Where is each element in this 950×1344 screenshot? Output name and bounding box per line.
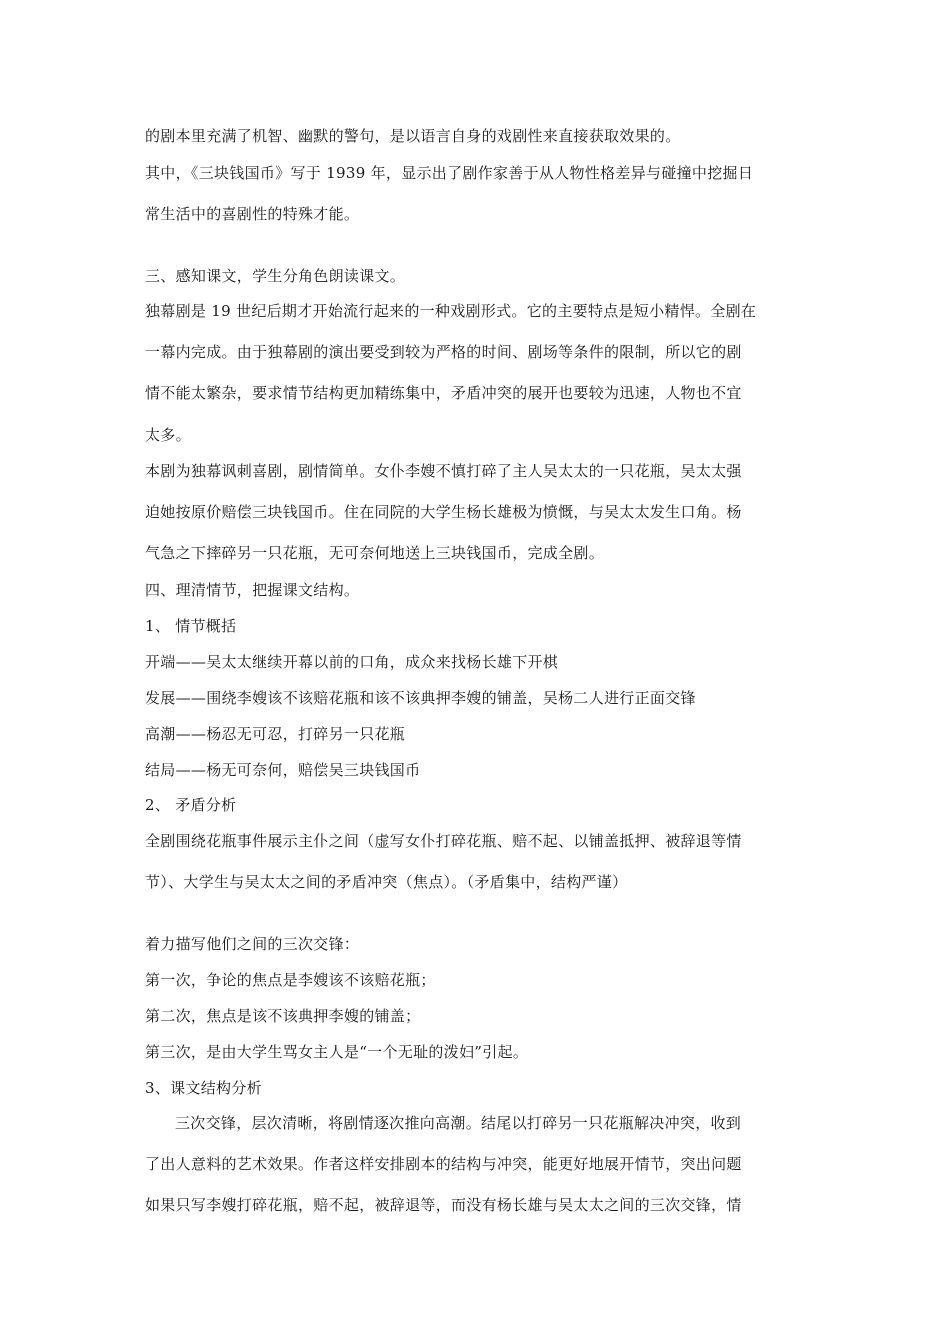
paragraph-line: 的剧本里充满了机智、幽默的警句，是以语言自身的戏剧性来直接获取效果的。 [145, 127, 681, 145]
paragraph-line: 迫她按原价赔偿三块钱国币。住在同院的大学生杨长雄极为愤慨，与吴太太发生口角。杨 [145, 503, 742, 521]
paragraph-line: 太多。 [145, 426, 191, 444]
paragraph-line: 一幕内完成。由于独幕剧的演出要受到较为严格的时间、剧场等条件的限制，所以它的剧 [145, 343, 742, 361]
subsection-heading-2: 2、 矛盾分析 [145, 796, 237, 814]
subsection-heading-3: 3、课文结构分析 [145, 1079, 262, 1097]
paragraph-line: 如果只写李嫂打碎花瓶，赔不起，被辞退等，而没有杨长雄与吴太太之间的三次交锋，情 [145, 1196, 742, 1214]
paragraph-line: 独幕剧是 19 世纪后期才开始流行起来的一种戏剧形式。它的主要特点是短小精悍。全剧在 [145, 302, 757, 320]
paragraph-line: 节）、大学生与吴太太之间的矛盾冲突（焦点）。（矛盾集中，结构严谨） [145, 873, 628, 891]
clash-line: 第一次，争论的焦点是李嫂该不该赔花瓶； [145, 971, 436, 989]
paragraph-line: 其中，《三块钱国币》写于 1939 年，显示出了剧作家善于从人物性格差异与碰撞中挖掘日 [145, 164, 754, 182]
section-heading-4: 四、理清情节，把握课文结构。 [145, 581, 360, 599]
clash-line: 第三次，是由大学生骂女主人是“一个无耻的泼妇”引起。 [145, 1043, 529, 1061]
plot-line: 高潮——杨忍无可忍，打碎另一只花瓶 [145, 725, 406, 743]
clash-line: 第二次，焦点是该不该典押李嫂的铺盖； [145, 1007, 421, 1025]
paragraph-line: 全剧围绕花瓶事件展示主仆之间（虚写女仆打碎花瓶、赔不起、以铺盖抵押、被辞退等情 [145, 832, 742, 850]
subsection-heading-1: 1、 情节概括 [145, 617, 237, 635]
plot-line: 发展——围绕李嫂该不该赔花瓶和该不该典押李嫂的铺盖，吴杨二人进行正面交锋 [145, 689, 696, 707]
plot-line: 结局——杨无可奈何，赔偿吴三块钱国币 [145, 761, 421, 779]
paragraph-line: 常生活中的喜剧性的特殊才能。 [145, 205, 360, 223]
plot-line: 开端——吴太太继续开幕以前的口角，成众来找杨长雄下开棋 [145, 653, 559, 671]
clash-line: 着力描写他们之间的三次交锋： [145, 935, 360, 953]
paragraph-line: 情不能太繁杂，要求情节结构更加精练集中，矛盾冲突的展开也要较为迅速，人物也不宜 [145, 384, 742, 402]
paragraph-line: 三次交锋，层次清晰，将剧情逐次推向高潮。结尾以打碎另一只花瓶解决冲突，收到 [175, 1114, 742, 1132]
section-heading-3: 三、感知课文，学生分角色朗读课文。 [145, 267, 406, 285]
paragraph-line: 了出人意料的艺术效果。作者这样安排剧本的结构与冲突，能更好地展开情节，突出问题 [145, 1155, 742, 1173]
paragraph-line: 本剧为独幕讽刺喜剧，剧情简单。女仆李嫂不慎打碎了主人吴太太的一只花瓶，吴太太强 [145, 462, 742, 480]
paragraph-line: 气急之下摔碎另一只花瓶，无可奈何地送上三块钱国币，完成全剧。 [145, 544, 605, 562]
